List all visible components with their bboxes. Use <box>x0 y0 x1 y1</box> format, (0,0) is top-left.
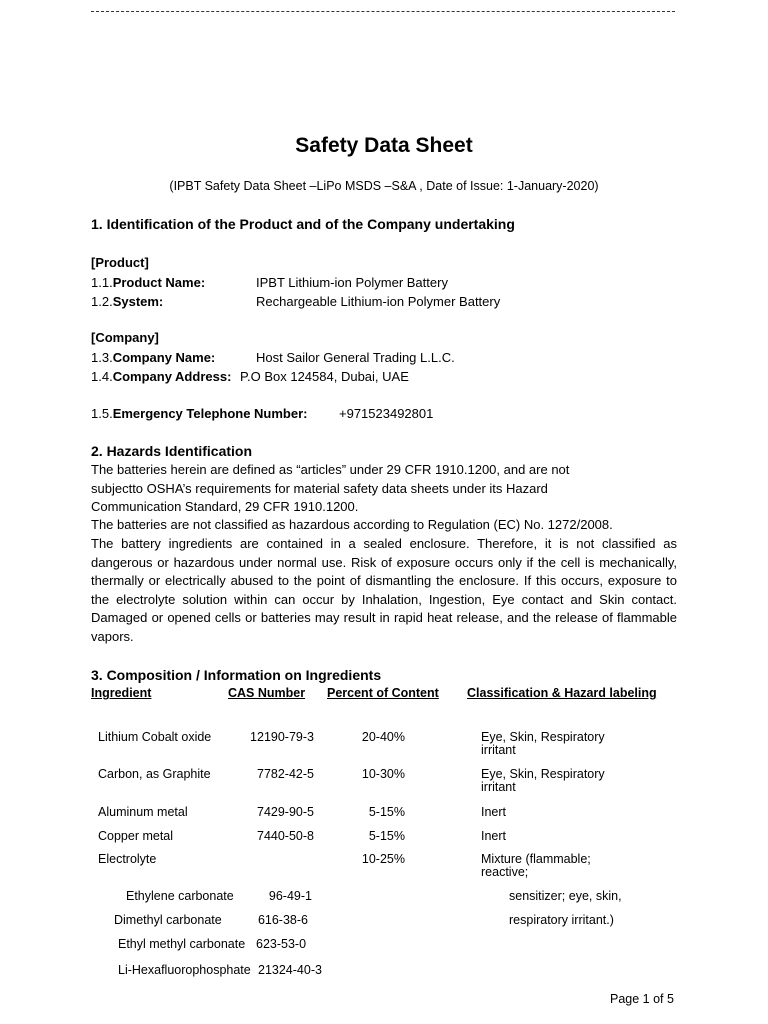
sub-cas-cell: 21324-40-3 <box>258 963 322 977</box>
percent-cell: 20-40% <box>361 730 405 744</box>
column-header-ingredient: Ingredient <box>91 686 152 700</box>
sub-ingredient-cell: Ethyl methyl carbonate <box>118 937 246 951</box>
system-label: 1.2.System: <box>91 294 164 309</box>
company-address-value: P.O Box 124584, Dubai, UAE <box>240 369 409 384</box>
classification-cell: Inert <box>481 829 507 843</box>
percent-cell: 5-15% <box>368 805 405 819</box>
sub-cas-cell: 96-49-1 <box>268 889 312 903</box>
percent-cell: 10-25% <box>361 852 405 866</box>
cas-cell: 12190-79-3 <box>250 730 314 744</box>
sub-cas-cell: 623-53-0 <box>256 937 307 951</box>
sub-ingredient-cell: Ethylene carbonate <box>126 889 234 903</box>
section-2-heading: 2. Hazards Identification <box>91 443 253 459</box>
emergency-phone-label: 1.5.Emergency Telephone Number: <box>91 406 308 421</box>
product-name-value: IPBT Lithium-ion Polymer Battery <box>256 275 448 290</box>
sub-classification-cell: respiratory irritant.) <box>509 913 614 927</box>
header-dashed-line <box>91 11 675 12</box>
ingredient-cell: Lithium Cobalt oxide <box>98 730 212 744</box>
column-header-percent: Percent of Content <box>327 686 439 700</box>
sub-classification-cell: sensitizer; eye, skin, <box>509 889 622 903</box>
document-title: Safety Data Sheet <box>295 134 473 157</box>
hazards-paragraph-2: The batteries are not classified as hazardous according to Regulation (EC) No. 1272/2008. <box>91 517 613 532</box>
hazards-paragraph-1: The batteries herein are defined as “articles” under 29 CFR 1910.1200, and are not subjectto OSHA’s requirements for material safety data sheets under its Hazard Communication Standard, 29 CFR 1910.1200. <box>91 462 570 514</box>
product-name-label: 1.1.Product Name: <box>91 275 206 290</box>
page-number: Page 1 of 5 <box>610 992 674 1006</box>
sub-cas-cell: 616-38-6 <box>257 913 308 927</box>
company-name-value: Host Sailor General Trading L.L.C. <box>256 350 455 365</box>
cas-cell: 7782-42-5 <box>257 767 314 781</box>
document-subtitle: (IPBT Safety Data Sheet –LiPo MSDS –S&A , Date of Issue: 1-January-2020) <box>169 179 599 193</box>
classification-cell: Eye, Skin, Respiratory irritant <box>481 730 605 757</box>
company-label: [Company] <box>91 330 159 345</box>
classification-cell: Mixture (flammable; reactive; <box>481 852 591 879</box>
percent-cell: 5-15% <box>368 829 405 843</box>
ingredient-cell: Aluminum metal <box>98 805 188 819</box>
ingredient-cell: Copper metal <box>98 829 174 843</box>
ingredient-cell: Electrolyte <box>98 852 157 866</box>
classification-cell: Inert <box>481 805 507 819</box>
cas-cell: 7440-50-8 <box>257 829 314 843</box>
company-address-label: 1.4.Company Address: <box>91 369 232 384</box>
classification-cell: Eye, Skin, Respiratory irritant <box>481 767 605 794</box>
cas-cell: 7429-90-5 <box>257 805 314 819</box>
ingredient-cell: Carbon, as Graphite <box>98 767 211 781</box>
hazards-paragraph-3: The battery ingredients are contained in a sealed enclosure. Therefore, it is not classified as dangerous or hazardous under normal use. Risk of exposure occurs only if the cell is mechanically, thermally or electrically abused to the point of dismantling the enclosure. If this occurs, exposure to the electrolyte solution within can occur by Inhalation, Ingestion, Eye contact and Skin contact. Damaged or opened cells or batteries may result in rapid heat release, and the release of flammable vapors. <box>91 536 677 644</box>
section-3-heading: 3. Composition / Information on Ingredients <box>91 667 382 683</box>
column-header-classification: Classification & Hazard labeling <box>467 686 657 700</box>
emergency-phone-value: +971523492801 <box>339 406 434 421</box>
column-header-cas-number: CAS Number <box>228 686 306 700</box>
section-1-heading: 1. Identification of the Product and of the Company undertaking <box>91 216 515 232</box>
percent-cell: 10-30% <box>361 767 405 781</box>
sub-ingredient-cell: Dimethyl carbonate <box>114 913 222 927</box>
product-label: [Product] <box>91 255 149 270</box>
company-name-label: 1.3.Company Name: <box>91 350 216 365</box>
sub-ingredient-cell: Li-Hexafluorophosphate <box>118 963 251 977</box>
system-value: Rechargeable Lithium-ion Polymer Battery <box>256 294 501 309</box>
